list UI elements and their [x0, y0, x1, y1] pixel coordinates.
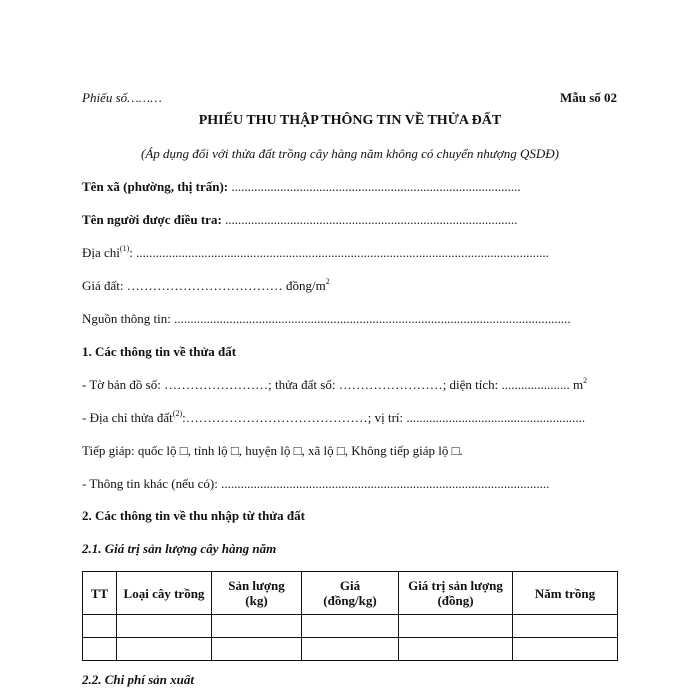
- commune-label: Tên xã (phường, thị trấn):: [82, 179, 229, 194]
- page-title: PHIẾU THU THẬP THÔNG TIN VỀ THỬA ĐẤT: [198, 113, 502, 128]
- parcel-address-footnote-mark: (2): [172, 409, 183, 418]
- table-cell: [212, 615, 302, 638]
- other-info-field: - Thông tin khác (nếu có): .....................................................................................................: [82, 476, 550, 491]
- land-price-field: [82, 278, 330, 294]
- respondent-field: [82, 212, 518, 228]
- section-2-heading: 2. Các thông tin về thu nhập từ thửa đất: [82, 508, 305, 523]
- respondent-label: Tên người được điều tra:: [82, 212, 222, 227]
- adjacency-field: Tiếp giáp: quốc lộ □, tỉnh lộ □, huyện lộ □, xã lộ □, Không tiếp giáp lộ □.: [82, 443, 463, 458]
- land-price-unit-exponent: 2: [325, 277, 330, 286]
- table-cell: [83, 615, 117, 638]
- table-cell: [513, 638, 618, 661]
- header-yield: Sản lượng (kg): [212, 572, 302, 615]
- commune-dots: .........................................................................................: [228, 179, 521, 194]
- table-cell: [399, 638, 513, 661]
- address-footnote-mark: (1): [119, 244, 130, 253]
- table-cell: [212, 638, 302, 661]
- land-price-text: Giá đất: ……………………………… đồng/m: [82, 278, 326, 293]
- parcel-address-dots: :……………………………………; vị trí: .......................................................: [182, 410, 586, 425]
- commune-field: [82, 179, 521, 195]
- table-cell: [399, 615, 513, 638]
- table-header-row: [83, 572, 618, 615]
- header-price: Giá (đồng/kg): [302, 572, 399, 615]
- area-unit-exponent: 2: [583, 376, 588, 385]
- header-planting-year: Năm trồng: [513, 572, 618, 615]
- form-number: Phiếu số………: [82, 90, 162, 105]
- address-field: [82, 245, 549, 261]
- crop-yield-table: [82, 571, 618, 661]
- table-cell: [117, 638, 212, 661]
- table-cell: [83, 638, 117, 661]
- header-tt: TT: [83, 572, 117, 615]
- table-cell: [302, 615, 399, 638]
- table-cell: [117, 615, 212, 638]
- page-subtitle: (Áp dụng đối với thửa đất trồng cây hàng năm không có chuyển nhượng QSDĐ): [141, 146, 559, 161]
- header-crop-type: Loại cây trồng: [117, 572, 212, 615]
- parcel-address-label: - Địa chỉ thửa đất: [82, 410, 173, 425]
- table-row: [83, 615, 618, 638]
- address-dots: : ...............................................................................................................................: [129, 245, 549, 260]
- template-number: Mẫu số 02: [559, 90, 617, 105]
- info-source-field: Nguồn thông tin: ..........................................................................................................................: [82, 311, 571, 326]
- section-2-1-heading: 2.1. Giá trị sản lượng cây hàng năm: [82, 541, 277, 556]
- respondent-dots: ..........................................................................................: [221, 212, 518, 227]
- header-yield-value: Giá trị sản lượng (đồng): [399, 572, 513, 615]
- map-sheet-field: [82, 377, 587, 393]
- section-1-heading: 1. Các thông tin về thửa đất: [82, 344, 237, 359]
- map-sheet-text: - Tờ bản đồ số: ……………………; thửa đất số: ……………………; diện tích: ..................... m: [82, 377, 584, 392]
- table-cell: [302, 638, 399, 661]
- address-label: Địa chỉ: [82, 245, 120, 260]
- table-cell: [513, 615, 618, 638]
- section-2-2-heading: 2.2. Chi phí sản xuất: [82, 672, 194, 687]
- table-row: [83, 638, 618, 661]
- parcel-address-field: [82, 410, 585, 426]
